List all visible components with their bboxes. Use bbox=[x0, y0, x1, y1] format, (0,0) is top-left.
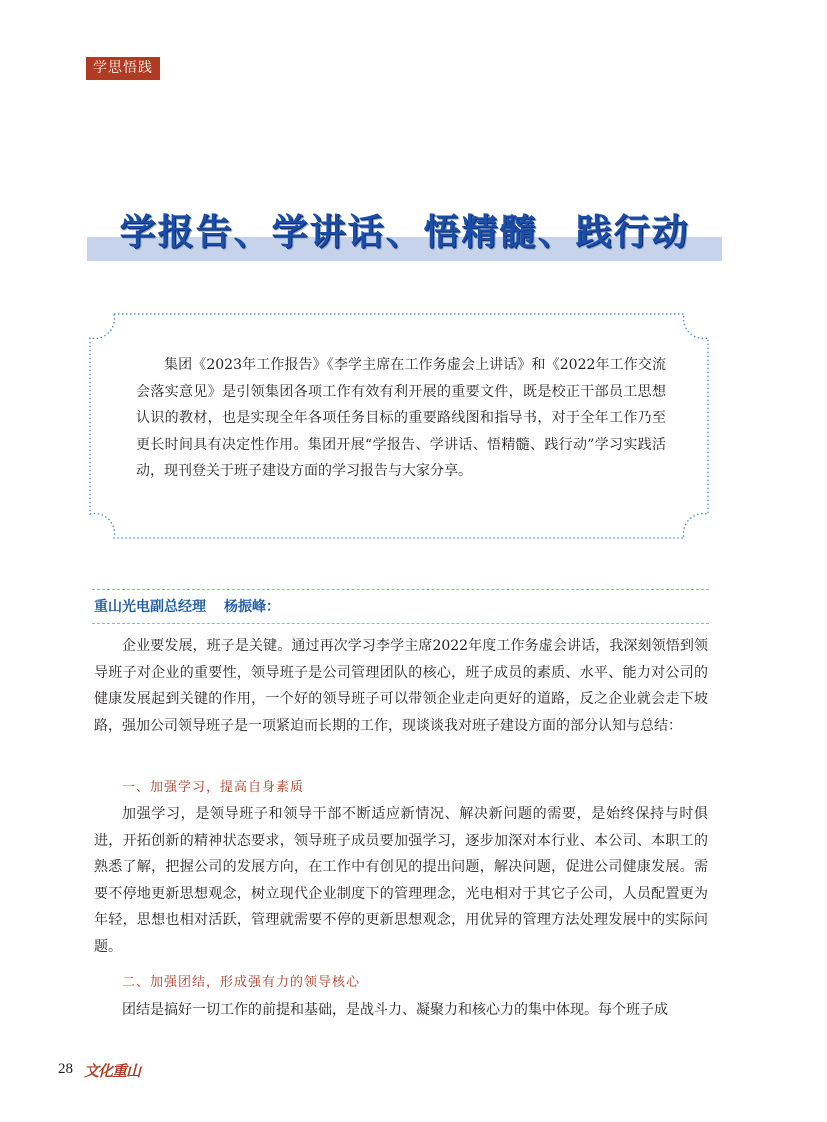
subheading-2: 二、加强团结，形成强有力的领导核心 bbox=[122, 975, 361, 990]
author-line bbox=[94, 596, 280, 616]
magazine-logo: 文化重山 bbox=[84, 1062, 141, 1080]
body-paragraph-3: 团结是搞好一切工作的前提和基础，是战斗力、凝聚力和核心力的集中体现。每个班子成 bbox=[122, 1002, 668, 1018]
subheading-1: 一、加强学习，提高自身素质 bbox=[122, 780, 305, 795]
body-paragraph-1: 企业要发展，班子是关键。通过再次学习李学主席2022年度工作务虚会讲话，我深刻领悟到领导班子对企业的重要性，领导班子是公司管理团队的核心，班子成员的素质、水平、能力对公司的健康发展起到关键的作用，一个好的领导班子可以带领企业走向更好的道路，反之企业就会走下坡路，强加公司领导班子是一项紧迫而长期的工作，现谈谈我对班子建设方面的部分认知与总结： bbox=[94, 638, 708, 734]
author-title: 重山光电副总经理 bbox=[94, 599, 206, 615]
author-name: 杨振峰： bbox=[224, 599, 280, 615]
article-title: 学报告、学讲话、悟精髓、践行动 bbox=[119, 211, 690, 253]
page-number: 28 bbox=[58, 1061, 73, 1077]
body-paragraph-2: 加强学习，是领导班子和领导干部不断适应新情况、解决新问题的需要，是始终保持与时俱进，开拓创新的精神状态要求，领导班子成员要加强学习，逐步加深对本行业、本公司、本职工的熟悉了解，把握公司的发展方向，在工作中有创见的提出问题，解决问题，促进公司健康发展。需要不停地更新思想观念，树立现代企业制度下的管理理念，光电相对于其它子公司，人员配置更为年轻，思想也相对活跃，管理就需要不停的更新思想观念，用优异的管理方法处理发展中的实际问题。 bbox=[94, 806, 708, 955]
author-rule-top bbox=[92, 589, 709, 590]
section-tag: 学思悟践 bbox=[86, 57, 160, 80]
author-rule-bottom bbox=[92, 623, 709, 624]
intro-paragraph: 集团《2023年工作报告》《李学主席在工作务虚会上讲话》和《2022年工作交流会落实意见》是引领集团各项工作有效有利开展的重要文件，既是校正干部员工思想认识的教材，也是实现全年各项任务目标的重要路线图和指导书，对于全年工作乃至更长时间具有决定性作用。集团开展“学报告、学讲话、悟精髓、践行动”学习实践活动，现刊登关于班子建设方面的学习报告与大家分享。 bbox=[136, 357, 666, 479]
